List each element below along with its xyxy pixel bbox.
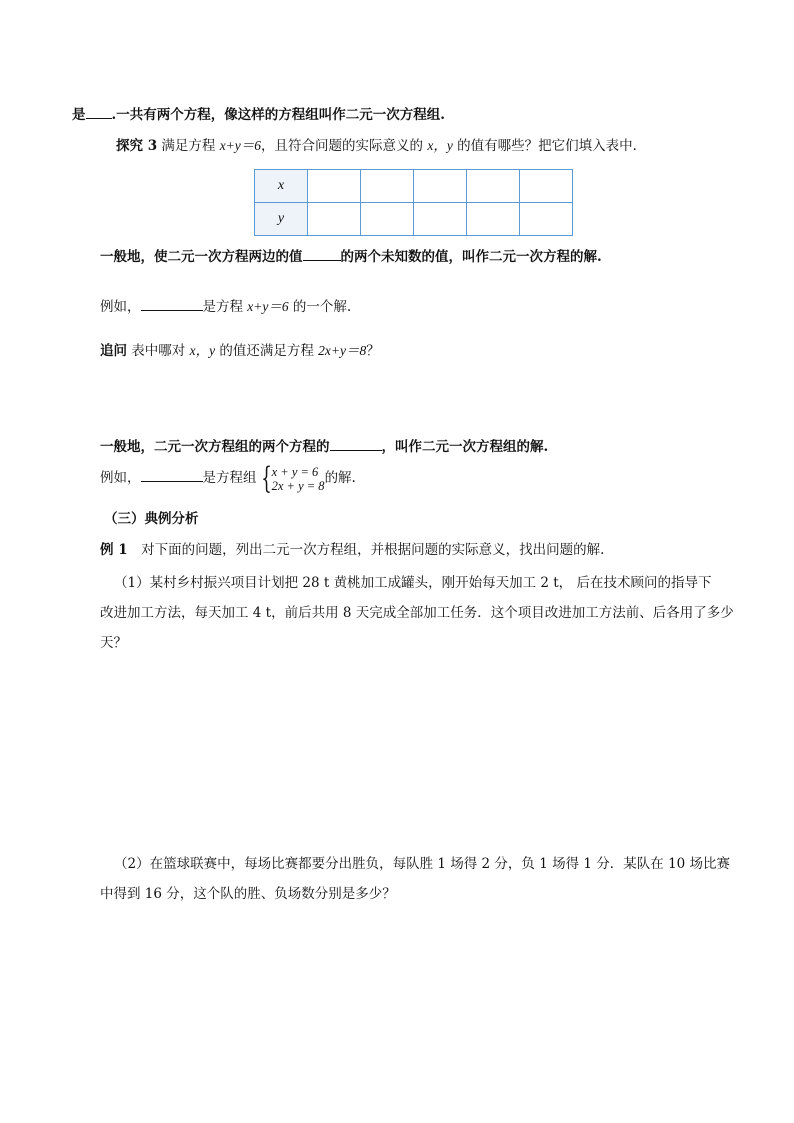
brace-icon: { [260,460,272,496]
example1-text: 对下面的问题，列出二元一次方程组，并根据问题的实际意义，找出问题的解. [127,542,605,558]
answer-blank[interactable] [86,105,112,119]
table-cell[interactable] [414,203,467,236]
table-cell[interactable] [361,170,414,203]
section-heading: （三）典例分析 [104,511,199,527]
answer-blank[interactable] [303,247,341,261]
table-cell[interactable] [467,170,520,203]
problem1-line3: 天？ [100,635,127,651]
explore3-text-c: 的值有哪些？把它们填入表中． [452,138,647,154]
table-cell[interactable] [520,170,573,203]
definition-system-suffix: ，叫作二元一次方程组的解. [381,439,549,455]
table-cell[interactable] [361,203,414,236]
example-system-text: 是方程组 [202,470,257,486]
intro-prefix: 是 [72,107,86,123]
table-label-x: x [255,170,308,203]
explore3-vars: x，y [427,138,453,153]
followup-suffix: ？ [366,343,380,359]
xy-value-table [254,169,573,236]
explore3-tag: 探究 3 [116,138,158,154]
explore3-line [116,137,646,155]
example-system-prefix: 例如， [100,470,141,486]
table-cell[interactable] [467,203,520,236]
followup-text-b: 的值还满足方程 [215,343,319,359]
intro-suffix: .一共有两个方程，像这样的方程组叫作二元一次方程组. [111,107,445,123]
example-system-suffix: 的解. [324,470,356,486]
table-cell[interactable] [308,170,361,203]
table-cell[interactable] [308,203,361,236]
example-solution-line [100,297,351,316]
table-label-y: y [255,203,308,236]
intro-line [72,105,445,124]
definition-system-prefix: 一般地，二元一次方程组的两个方程的 [100,439,330,455]
example1-tag: 例 1 [100,542,128,558]
definition-solution [100,247,602,266]
problem1-line2: 改进加工方法，每天加工 4 t，前后共用 8 天完成全部加工任务．这个项目改进加工方法前、后各用了多少 [100,605,734,621]
problem2-line2: 中得到 16 分，这个队的胜、负场数分别是多少？ [100,886,396,902]
system-equation-2: 2x + y = 8 [271,478,325,493]
problem2-line1: （2）在篮球联赛中，每场比赛都要分出胜负，每队胜 1 场得 2 分，负 1 场得 1 分．某队在 10 场比赛 [114,856,731,872]
answer-blank[interactable] [141,468,203,482]
followup-line [100,342,380,360]
followup-vars: x，y [189,343,216,358]
explore3-equation: x+y＝6 [219,138,262,153]
example-text: 是方程 [202,299,248,315]
followup-equation: 2x+y＝8 [318,343,367,358]
table-cell[interactable] [414,170,467,203]
table-row-x [255,170,573,203]
followup-tag: 追问 [100,343,127,359]
system-equation-1: x + y = 6 [271,464,319,479]
example-suffix: 的一个解. [288,299,352,315]
explore3-text-a: 满足方程 [157,138,220,154]
definition-solution-prefix: 一般地，使二元一次方程两边的值 [100,249,303,265]
explore3-text-b: ，且符合问题的实际意义的 [261,138,428,154]
example-system-line [100,460,356,496]
table-cell[interactable] [520,203,573,236]
example-prefix: 例如， [100,299,141,315]
definition-system-solution [100,437,548,456]
answer-blank[interactable] [330,437,382,451]
example-equation: x+y＝6 [247,299,289,314]
equation-system [257,460,325,496]
example1-line [100,541,604,559]
definition-solution-suffix: 的两个未知数的值，叫作二元一次方程的解. [340,249,602,265]
table-row-y [255,203,573,236]
followup-text-a: 表中哪对 [127,343,190,359]
answer-blank[interactable] [141,297,203,311]
problem1-line1: （1）某村乡村振兴项目计划把 28 t 黄桃加工成罐头，刚开始每天加工 2 t， 后在技术顾问的指导下 [114,575,712,591]
